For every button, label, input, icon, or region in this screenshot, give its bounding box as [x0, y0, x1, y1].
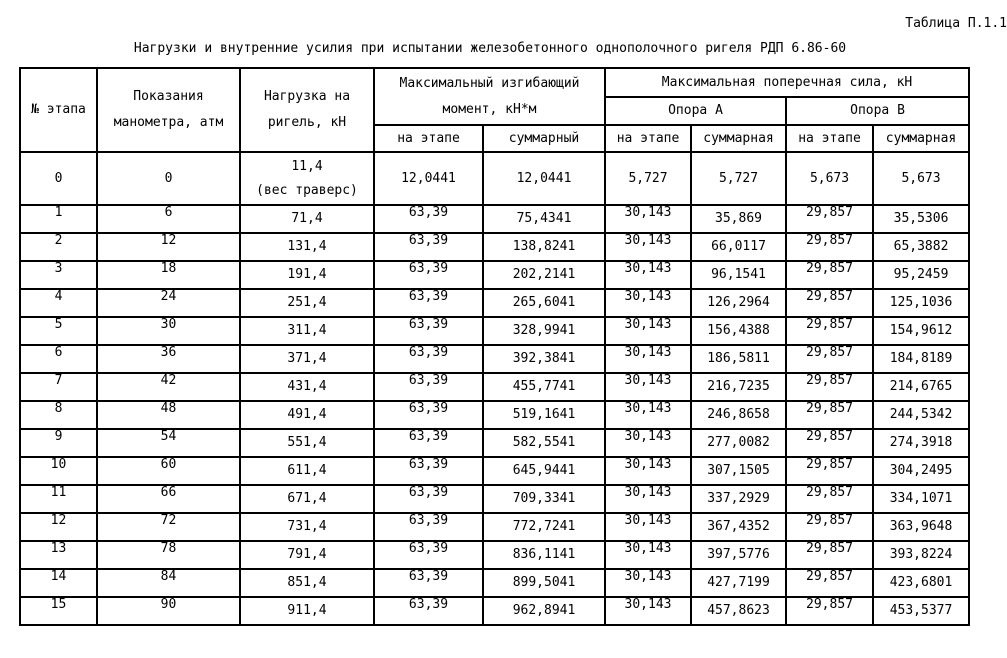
cell-load: 251,4	[240, 289, 374, 317]
cell-b-total: 35,5306	[873, 205, 969, 233]
header-shear-group: Максимальная поперечная сила, кН	[605, 68, 969, 97]
cell-load: 311,4	[240, 317, 374, 345]
cell-a-total: 35,869	[691, 205, 786, 233]
cell-a-stage: 30,143	[605, 373, 691, 401]
cell-load: 851,4	[240, 569, 374, 597]
cell-a-stage: 30,143	[605, 317, 691, 345]
header-a-stage: на этапе	[605, 125, 691, 152]
cell-load	[240, 152, 374, 205]
cell-moment-stage: 63,39	[374, 485, 483, 513]
cell-a-total: 427,7199	[691, 569, 786, 597]
cell-stage: 4	[20, 289, 97, 317]
cell-manometer: 6	[97, 205, 240, 233]
cell-stage: 1	[20, 205, 97, 233]
cell-stage: 3	[20, 261, 97, 289]
cell-b-total: 393,8224	[873, 541, 969, 569]
cell-a-stage: 30,143	[605, 541, 691, 569]
cell-b-stage: 29,857	[786, 205, 873, 233]
cell-a-total: 96,1541	[691, 261, 786, 289]
cell-b-total: 453,5377	[873, 597, 969, 625]
header-support-a: Опора А	[605, 97, 786, 125]
cell-b-total: 423,6801	[873, 569, 969, 597]
cell-stage: 2	[20, 233, 97, 261]
cell-manometer: 72	[97, 513, 240, 541]
cell-manometer: 84	[97, 569, 240, 597]
cell-a-stage: 30,143	[605, 513, 691, 541]
header-moment-stage: на этапе	[374, 125, 483, 152]
table-row	[20, 289, 969, 317]
cell-manometer: 0	[97, 152, 240, 205]
table-row	[20, 261, 969, 289]
cell-load: 71,4	[240, 205, 374, 233]
cell-manometer: 30	[97, 317, 240, 345]
cell-b-stage: 29,857	[786, 485, 873, 513]
cell-load: 491,4	[240, 401, 374, 429]
table-row	[20, 233, 969, 261]
cell-moment-stage: 63,39	[374, 597, 483, 625]
cell-a-total: 5,727	[691, 152, 786, 205]
table-row	[20, 205, 969, 233]
cell-stage: 0	[20, 152, 97, 205]
cell-moment-stage: 63,39	[374, 541, 483, 569]
cell-a-stage: 30,143	[605, 597, 691, 625]
cell-a-total: 246,8658	[691, 401, 786, 429]
cell-moment-total: 645,9441	[483, 457, 605, 485]
cell-a-stage: 5,727	[605, 152, 691, 205]
header-b-stage: на этапе	[786, 125, 873, 152]
cell-load: 191,4	[240, 261, 374, 289]
cell-moment-total: 709,3341	[483, 485, 605, 513]
table-row	[20, 401, 969, 429]
header-manometer: Показания манометра, атм	[97, 68, 240, 152]
header-moment-total: суммарный	[483, 125, 605, 152]
cell-b-total: 154,9612	[873, 317, 969, 345]
cell-b-stage: 5,673	[786, 152, 873, 205]
table-row	[20, 429, 969, 457]
cell-b-total: 184,8189	[873, 345, 969, 373]
cell-stage: 13	[20, 541, 97, 569]
header-support-b: Опора В	[786, 97, 969, 125]
cell-b-total: 363,9648	[873, 513, 969, 541]
cell-b-stage: 29,857	[786, 513, 873, 541]
cell-moment-total: 392,3841	[483, 345, 605, 373]
cell-a-total: 397,5776	[691, 541, 786, 569]
cell-b-total: 95,2459	[873, 261, 969, 289]
cell-a-stage: 30,143	[605, 261, 691, 289]
cell-moment-stage: 63,39	[374, 373, 483, 401]
cell-a-stage: 30,143	[605, 401, 691, 429]
table-row	[20, 152, 969, 205]
cell-a-total: 156,4388	[691, 317, 786, 345]
table-caption: Таблица П.1.1	[905, 16, 1007, 31]
cell-manometer: 90	[97, 597, 240, 625]
cell-b-stage: 29,857	[786, 233, 873, 261]
cell-a-total: 216,7235	[691, 373, 786, 401]
cell-manometer: 42	[97, 373, 240, 401]
cell-b-stage: 29,857	[786, 289, 873, 317]
cell-b-stage: 29,857	[786, 569, 873, 597]
table-row	[20, 569, 969, 597]
cell-b-stage: 29,857	[786, 429, 873, 457]
cell-load: 791,4	[240, 541, 374, 569]
cell-manometer: 60	[97, 457, 240, 485]
cell-manometer: 48	[97, 401, 240, 429]
cell-moment-total: 202,2141	[483, 261, 605, 289]
cell-b-total: 304,2495	[873, 457, 969, 485]
header-a-total: суммарная	[691, 125, 786, 152]
cell-moment-total: 12,0441	[483, 152, 605, 205]
cell-a-total: 66,0117	[691, 233, 786, 261]
cell-moment-stage: 63,39	[374, 233, 483, 261]
cell-b-stage: 29,857	[786, 345, 873, 373]
cell-moment-total: 962,8941	[483, 597, 605, 625]
cell-a-total: 337,2929	[691, 485, 786, 513]
cell-manometer: 12	[97, 233, 240, 261]
cell-moment-stage: 63,39	[374, 345, 483, 373]
cell-moment-stage: 12,0441	[374, 152, 483, 205]
header-stage: № этапа	[20, 68, 97, 152]
cell-b-total: 274,3918	[873, 429, 969, 457]
cell-b-stage: 29,857	[786, 317, 873, 345]
cell-stage: 6	[20, 345, 97, 373]
cell-a-total: 186,5811	[691, 345, 786, 373]
cell-moment-stage: 63,39	[374, 317, 483, 345]
cell-moment-total: 582,5541	[483, 429, 605, 457]
cell-load: 731,4	[240, 513, 374, 541]
cell-a-stage: 30,143	[605, 457, 691, 485]
cell-stage: 9	[20, 429, 97, 457]
table-row	[20, 541, 969, 569]
cell-a-stage: 30,143	[605, 289, 691, 317]
table-row	[20, 457, 969, 485]
cell-stage: 14	[20, 569, 97, 597]
cell-moment-stage: 63,39	[374, 513, 483, 541]
cell-moment-stage: 63,39	[374, 205, 483, 233]
cell-moment-stage: 63,39	[374, 457, 483, 485]
cell-moment-total: 836,1141	[483, 541, 605, 569]
cell-load: 431,4	[240, 373, 374, 401]
cell-moment-total: 455,7741	[483, 373, 605, 401]
table-row	[20, 597, 969, 625]
cell-stage: 7	[20, 373, 97, 401]
cell-a-stage: 30,143	[605, 345, 691, 373]
cell-load: 131,4	[240, 233, 374, 261]
cell-b-total: 5,673	[873, 152, 969, 205]
cell-a-stage: 30,143	[605, 233, 691, 261]
cell-stage: 10	[20, 457, 97, 485]
cell-b-stage: 29,857	[786, 261, 873, 289]
table-row	[20, 513, 969, 541]
cell-moment-stage: 63,39	[374, 401, 483, 429]
load-note: (вес траверс)	[256, 182, 358, 198]
cell-moment-total: 899,5041	[483, 569, 605, 597]
table-row	[20, 317, 969, 345]
table-row	[20, 373, 969, 401]
cell-b-total: 214,6765	[873, 373, 969, 401]
cell-moment-total: 75,4341	[483, 205, 605, 233]
cell-b-stage: 29,857	[786, 597, 873, 625]
cell-manometer: 66	[97, 485, 240, 513]
cell-load: 551,4	[240, 429, 374, 457]
cell-moment-total: 772,7241	[483, 513, 605, 541]
cell-b-stage: 29,857	[786, 457, 873, 485]
cell-manometer: 78	[97, 541, 240, 569]
cell-stage: 15	[20, 597, 97, 625]
cell-manometer: 18	[97, 261, 240, 289]
cell-a-total: 126,2964	[691, 289, 786, 317]
header-b-total: суммарная	[873, 125, 969, 152]
data-table	[19, 67, 970, 626]
cell-a-total: 457,8623	[691, 597, 786, 625]
cell-stage: 5	[20, 317, 97, 345]
cell-b-stage: 29,857	[786, 541, 873, 569]
cell-b-total: 334,1071	[873, 485, 969, 513]
table-row	[20, 485, 969, 513]
cell-b-stage: 29,857	[786, 401, 873, 429]
cell-moment-total: 265,6041	[483, 289, 605, 317]
cell-load: 911,4	[240, 597, 374, 625]
cell-a-total: 307,1505	[691, 457, 786, 485]
header-moment-group: Максимальный изгибающий момент, кН*м	[374, 68, 605, 125]
cell-load: 611,4	[240, 457, 374, 485]
cell-moment-stage: 63,39	[374, 289, 483, 317]
cell-moment-total: 519,1641	[483, 401, 605, 429]
cell-manometer: 24	[97, 289, 240, 317]
cell-stage: 8	[20, 401, 97, 429]
cell-b-stage: 29,857	[786, 373, 873, 401]
cell-stage: 11	[20, 485, 97, 513]
cell-b-total: 125,1036	[873, 289, 969, 317]
cell-a-stage: 30,143	[605, 485, 691, 513]
table-title: Нагрузки и внутренние усилия при испытании железобетонного однополочного ригеля РДП 6.86-60	[133, 41, 847, 56]
cell-moment-total: 138,8241	[483, 233, 605, 261]
cell-moment-stage: 63,39	[374, 429, 483, 457]
cell-manometer: 36	[97, 345, 240, 373]
cell-a-stage: 30,143	[605, 569, 691, 597]
cell-load: 371,4	[240, 345, 374, 373]
cell-stage: 12	[20, 513, 97, 541]
load-value: 11,4	[291, 158, 323, 174]
cell-a-total: 277,0082	[691, 429, 786, 457]
cell-moment-stage: 63,39	[374, 569, 483, 597]
cell-moment-stage: 63,39	[374, 261, 483, 289]
header-load: Нагрузка на ригель, кН	[240, 68, 374, 152]
cell-moment-total: 328,9941	[483, 317, 605, 345]
cell-b-total: 244,5342	[873, 401, 969, 429]
cell-a-stage: 30,143	[605, 205, 691, 233]
cell-a-total: 367,4352	[691, 513, 786, 541]
cell-a-stage: 30,143	[605, 429, 691, 457]
cell-manometer: 54	[97, 429, 240, 457]
cell-b-total: 65,3882	[873, 233, 969, 261]
table-row	[20, 345, 969, 373]
cell-load: 671,4	[240, 485, 374, 513]
